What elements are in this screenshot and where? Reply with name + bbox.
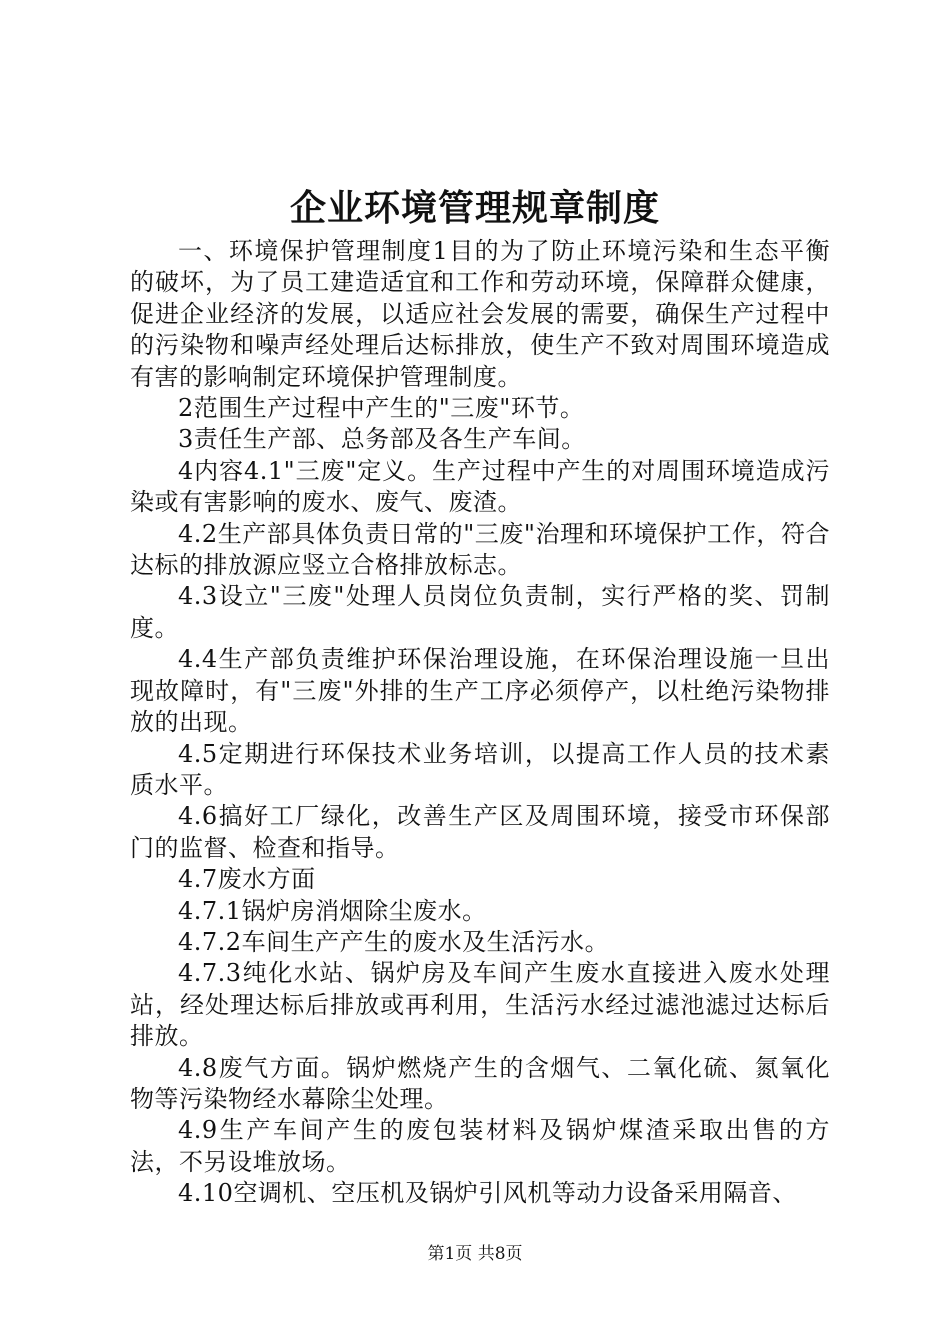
paragraph-4: 4内容4.1"三废"定义。生产过程中产生的对周围环境造成污染或有害影响的废水、废气、废渣。 — [130, 456, 830, 517]
paragraph-13: 4.7.3纯化水站、锅炉房及车间产生废水直接进入废水处理站，经处理达标后排放或再利用，生活污水经过滤池滤过达标后排放。 — [130, 959, 830, 1051]
paragraph-1: 一、环境保护管理制度1目的为了防止环境污染和生态平衡的破坏，为了员工建造适宜和工作和劳动环境，保障群众健康，促进企业经济的发展，以适应社会发展的需要，确保生产过程中的污染物和噪声经处理后达标排放，使生产不致对周围环境造成有害的影响制定环境保护管理制度。 — [130, 237, 830, 391]
paragraph-2: 2范围生产过程中产生的"三废"环节。 — [178, 394, 585, 423]
paragraph-3: 3责任生产部、总务部及各生产车间。 — [178, 425, 586, 454]
page-footer: 第1页 共8页 — [427, 1244, 523, 1264]
paragraph-10: 4.7废水方面 — [178, 865, 316, 894]
paragraph-14: 4.8废气方面。锅炉燃烧产生的含烟气、二氧化硫、氮氧化物等污染物经水幕除尘处理。 — [130, 1053, 830, 1113]
paragraph-5: 4.2生产部具体负责日常的"三废"治理和环境保护工作，符合达标的排放源应竖立合格排放标志。 — [130, 519, 830, 580]
paragraph-7: 4.4生产部负责维护环保治理设施，在环保治理设施一旦出现故障时，有"三废"外排的生产工序必须停产，以杜绝污染物排放的出现。 — [130, 645, 830, 737]
paragraph-8: 4.5定期进行环保技术业务培训，以提高工作人员的技术素质水平。 — [130, 739, 830, 799]
paragraph-9: 4.6搞好工厂绿化，改善生产区及周围环境，接受市环保部门的监督、检查和指导。 — [130, 802, 830, 862]
document-body — [130, 236, 830, 1210]
paragraph-16: 4.10空调机、空压机及锅炉引风机等动力设备采用隔音、 — [178, 1179, 797, 1208]
paragraph-6: 4.3设立"三废"处理人员岗位负责制，实行严格的奖、罚制度。 — [130, 582, 830, 642]
paragraph-11: 4.7.1锅炉房消烟除尘废水。 — [178, 896, 487, 925]
paragraph-12: 4.7.2车间生产产生的废水及生活污水。 — [178, 927, 610, 956]
document-title: 企业环境管理规章制度 — [289, 187, 660, 229]
paragraph-15: 4.9生产车间产生的废包装材料及锅炉煤渣采取出售的方法，不另设堆放场。 — [130, 1116, 830, 1176]
